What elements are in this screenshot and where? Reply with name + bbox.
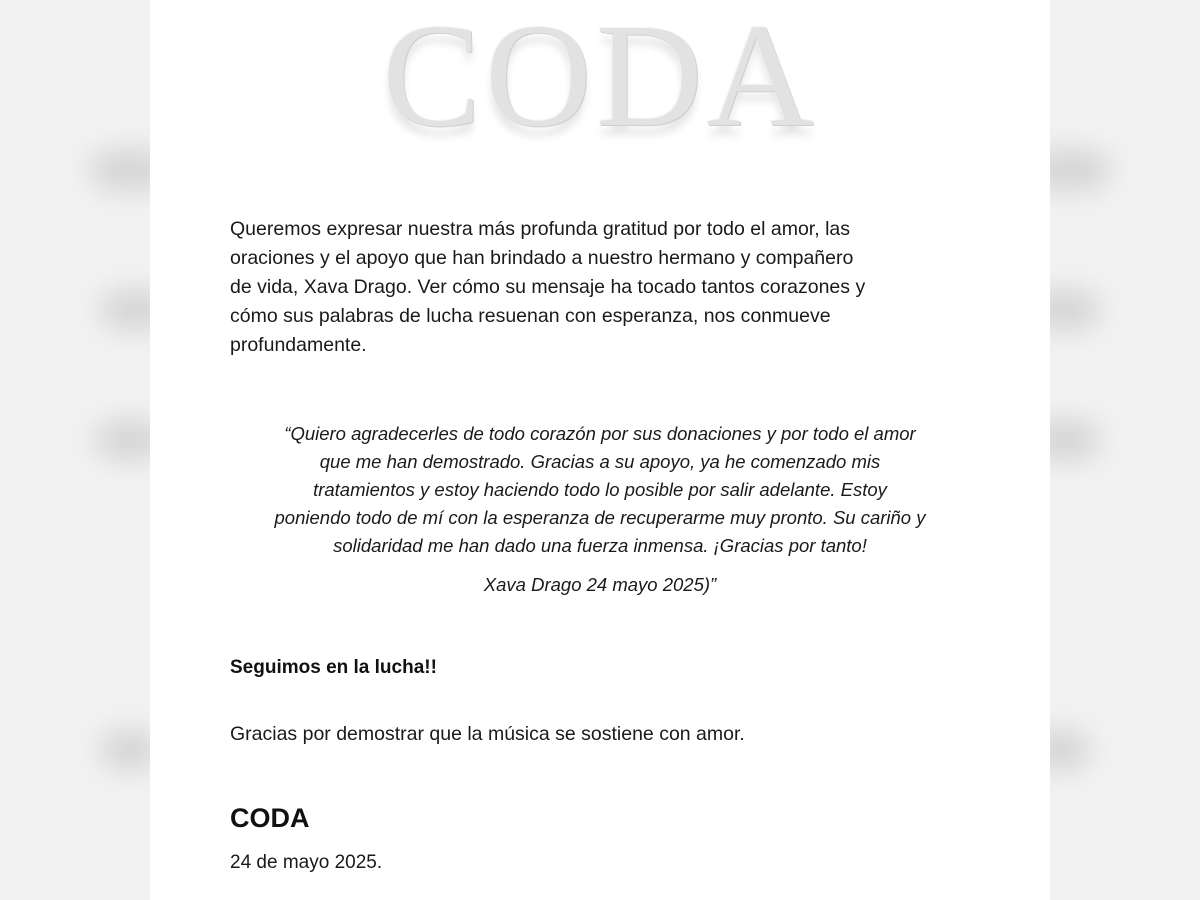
coda-logo: CODA bbox=[382, 0, 818, 158]
intro-line: de vida, Xava Drago. Ver cómo su mensaje ha tocado tantos corazones y bbox=[230, 276, 866, 298]
quote-author: Xava Drago 24 mayo 2025)” bbox=[483, 574, 717, 595]
quote-line: “Quiero agradecerles de todo corazón por sus donaciones y por todo el amor bbox=[284, 423, 916, 444]
intro-line: profundamente. bbox=[230, 334, 367, 356]
quote-line: solidaridad me han dado una fuerza inmensa. ¡Gracias por tanto! bbox=[333, 535, 867, 556]
intro-line: oraciones y el apoyo que han brindado a nuestro hermano y compañero bbox=[230, 247, 854, 269]
signature: CODA bbox=[230, 803, 310, 833]
blurred-background-right bbox=[1050, 0, 1200, 900]
intro-paragraph bbox=[230, 215, 950, 360]
closing-text: Gracias por demostrar que la música se sostiene con amor. bbox=[230, 723, 745, 745]
document-page bbox=[150, 0, 1050, 900]
quote-line: tratamientos y estoy haciendo todo lo posible por salir adelante. Estoy bbox=[313, 479, 887, 500]
quote-block bbox=[210, 420, 990, 560]
motto: Seguimos en la lucha!! bbox=[230, 657, 437, 678]
intro-line: cómo sus palabras de lucha resuenan con esperanza, nos conmueve bbox=[230, 305, 831, 327]
intro-line: Queremos expresar nuestra más profunda gratitud por todo el amor, las bbox=[230, 218, 850, 240]
date: 24 de mayo 2025. bbox=[230, 852, 383, 873]
quote-line: que me han demostrado. Gracias a su apoyo, ya he comenzado mis bbox=[319, 451, 881, 472]
blurred-background-left bbox=[0, 0, 150, 900]
quote-line: poniendo todo de mí con la esperanza de recuperarme muy pronto. Su cariño y bbox=[274, 507, 926, 528]
